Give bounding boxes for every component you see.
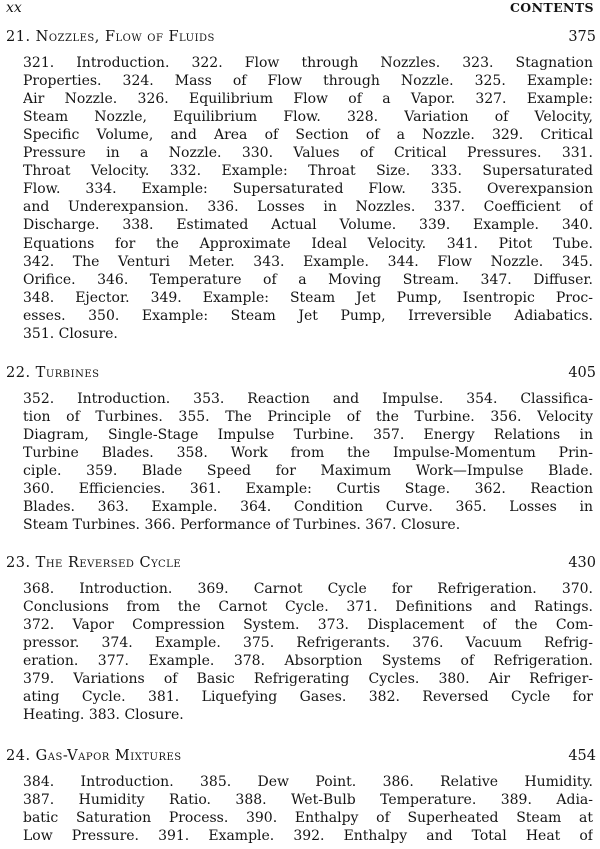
- section-entry-line: Steam Turbines. 366. Performance of Turbines. 367. Closure.: [23, 517, 461, 534]
- section-entry-line: eration. 377. Example. 378. Absorption Systems of Refrigeration.: [23, 653, 593, 670]
- section-entry-line: Flow. 334. Example: Supersaturated Flow. 335. Overexpansion: [23, 181, 593, 198]
- running-head-title: CONTENTS: [509, 0, 594, 15]
- chapter-title: 22. Turbines: [6, 365, 100, 381]
- section-entry-line: 360. Efficiencies. 361. Example: Curtis Stage. 362. Reaction: [23, 481, 593, 498]
- section-entry-line: Conclusions from the Carnot Cycle. 371. Definitions and Ratings.: [23, 599, 593, 616]
- page-folio: xx: [6, 0, 22, 16]
- section-entry-line: Specific Volume, and Area of Section of a Nozzle. 329. Critical: [23, 127, 593, 144]
- chapter-section: [0, 552, 600, 724]
- section-entry-line: Steam Nozzle, Equilibrium Flow. 328. Variation of Velocity,: [23, 109, 593, 126]
- section-entry-line: Pressure in a Nozzle. 330. Values of Critical Pressures. 331.: [23, 145, 593, 162]
- section-entry-line: 372. Vapor Compression System. 373. Displacement of the Com-: [23, 617, 593, 634]
- section-entry-line: ciple. 359. Blade Speed for Maximum Work—Impulse Blade.: [23, 463, 593, 480]
- section-entry-line: 348. Ejector. 349. Example: Steam Jet Pump, Isentropic Proc-: [23, 289, 593, 306]
- chapter-section: [0, 362, 600, 534]
- section-entry-line: Properties. 324. Mass of Flow through Nozzle. 325. Example:: [23, 73, 593, 90]
- section-entry-line: Blades. 363. Example. 364. Condition Curve. 365. Losses in: [23, 499, 593, 516]
- section-entry-line: Discharge. 338. Estimated Actual Volume. 339. Example. 340.: [23, 217, 593, 234]
- section-entry-line: Diagram, Single-Stage Impulse Turbine. 357. Energy Relations in: [23, 427, 593, 444]
- section-entry-line: Heating. 383. Closure.: [23, 707, 184, 724]
- section-entry-line: Air Nozzle. 326. Equilibrium Flow of a Vapor. 327. Example:: [23, 91, 593, 108]
- chapter-title: 21. Nozzles, Flow of Fluids: [6, 29, 215, 45]
- section-entry-line: 351. Closure.: [23, 325, 118, 342]
- chapter-page-number: 405: [568, 365, 596, 381]
- chapter-page-number: 454: [568, 748, 596, 764]
- section-entry-line: ating Cycle. 381. Liquefying Gases. 382. Reversed Cycle for: [23, 689, 593, 706]
- section-entry-line: Orifice. 346. Temperature of a Moving Stream. 347. Diffuser.: [23, 271, 593, 288]
- chapter-page-number: 375: [568, 29, 596, 45]
- section-entry-line: 321. Introduction. 322. Flow through Nozzles. 323. Stagnation: [23, 55, 593, 71]
- chapter-title: 24. Gas-Vapor Mixtures: [6, 748, 182, 764]
- section-entry-line: Throat Velocity. 332. Example: Throat Size. 333. Supersaturated: [23, 163, 593, 180]
- chapter-page-number: 430: [568, 555, 596, 571]
- chapter-heading[interactable]: [0, 362, 600, 384]
- chapter-heading[interactable]: [0, 552, 600, 574]
- section-entry-line: Turbine Blades. 358. Work from the Impulse-Momentum Prin-: [23, 445, 593, 462]
- section-entry-line: pressor. 374. Example. 375. Refrigerants. 376. Vacuum Refrig-: [23, 635, 593, 652]
- section-entry-line: 379. Variations of Basic Refrigerating Cycles. 380. Air Refriger-: [23, 671, 593, 688]
- section-entry-line: and Underexpansion. 336. Losses in Nozzles. 337. Coefficient of: [23, 199, 593, 216]
- section-entry-line: 352. Introduction. 353. Reaction and Impulse. 354. Classifica-: [23, 391, 593, 407]
- section-entry-line: Low Pressure. 391. Example. 392. Enthalpy and Total Heat of: [23, 828, 593, 845]
- section-entry-line: Equations for the Approximate Ideal Velocity. 341. Pitot Tube.: [23, 235, 593, 252]
- running-head: [6, 0, 594, 16]
- section-entry-line: batic Saturation Process. 390. Enthalpy of Superheated Steam at: [23, 810, 593, 827]
- section-entry-line: 368. Introduction. 369. Carnot Cycle for Refrigeration. 370.: [23, 581, 593, 597]
- section-entry-line: tion of Turbines. 355. The Principle of the Turbine. 356. Velocity: [23, 409, 593, 426]
- section-entry-line: 387. Humidity Ratio. 388. Wet-Bulb Temperature. 389. Adia-: [23, 792, 593, 809]
- section-entry-line: esses. 350. Example: Steam Jet Pump, Irreversible Adiabatics.: [23, 307, 593, 324]
- chapter-section: [0, 26, 600, 342]
- section-entry-line: 342. The Venturi Meter. 343. Example. 344. Flow Nozzle. 345.: [23, 253, 593, 270]
- chapter-section: [0, 745, 600, 845]
- section-entry-line: 384. Introduction. 385. Dew Point. 386. Relative Humidity.: [23, 774, 593, 790]
- chapter-heading[interactable]: [0, 745, 600, 767]
- chapter-heading[interactable]: [0, 26, 600, 48]
- chapter-title: 23. The Reversed Cycle: [6, 555, 182, 571]
